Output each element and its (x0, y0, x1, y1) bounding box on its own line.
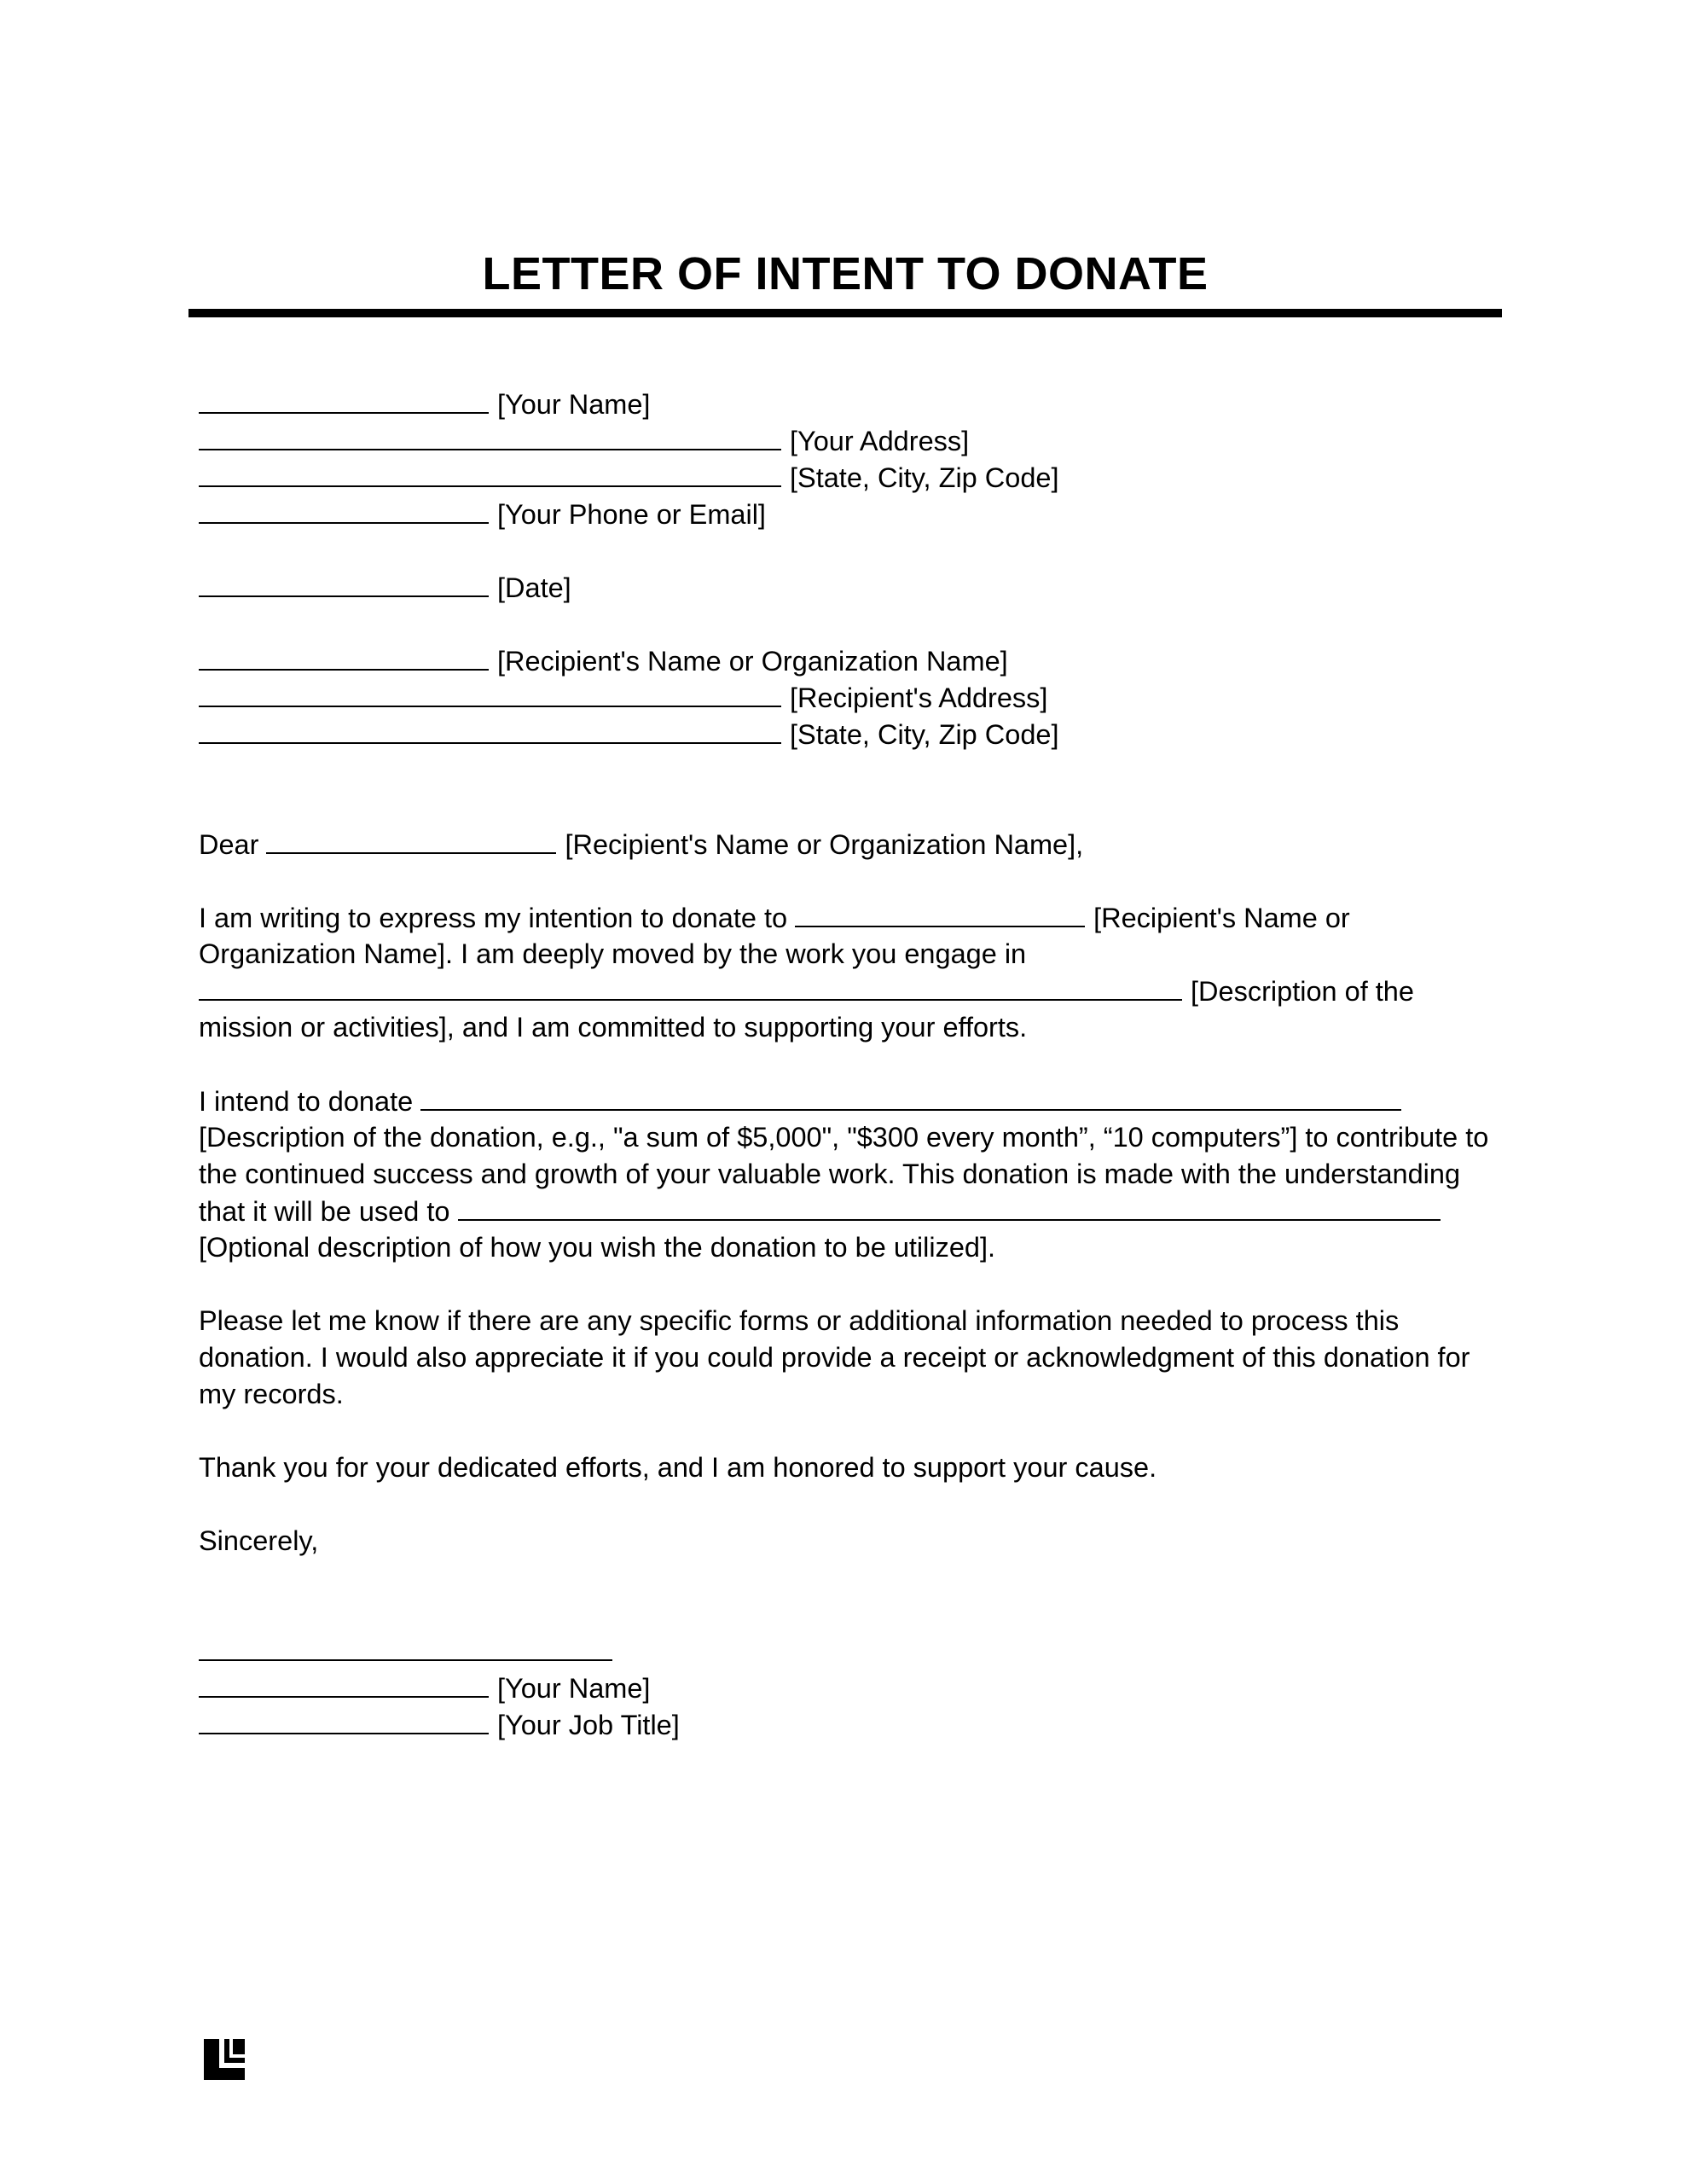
date-line (199, 569, 1495, 606)
para1-text: I am writing to express my intention to donate to (199, 903, 788, 933)
para3-text: Please let me know if there are any specific forms or additional information needed to process this (199, 1305, 1400, 1336)
para2-text: [Description of the donation, e.g., "a sum of $5,000", "$300 every month”, “10 computers”] to contribute to (199, 1122, 1489, 1153)
recipient-address-label: [Recipient's Address] (790, 682, 1048, 713)
para2-line4 (199, 1193, 1495, 1229)
mission-description-blank[interactable] (199, 973, 1182, 1001)
signature-line (199, 1633, 1495, 1670)
recipient-state-label: [State, City, Zip Code] (790, 719, 1059, 750)
date-label: [Date] (497, 572, 571, 603)
letter-body (199, 386, 1495, 1743)
sender-name-label: [Your Name] (497, 389, 651, 420)
signature-name-line (199, 1670, 1495, 1706)
para1-text: mission or activities], and I am committed to supporting your efforts. (199, 1012, 1028, 1043)
recipient-name-line (199, 642, 1495, 679)
salutation-suffix: [Recipient's Name or Organization Name], (565, 829, 1084, 860)
para2-line3 (199, 1156, 1495, 1193)
sender-name-blank[interactable] (199, 386, 489, 414)
recipient-state-line (199, 716, 1495, 752)
para4-text: Thank you for your dedicated efforts, and I am honored to support your cause. (199, 1452, 1157, 1483)
para1-recipient-blank[interactable] (795, 899, 1085, 927)
para1-line2 (199, 936, 1495, 973)
para3-line3 (199, 1376, 1495, 1413)
sender-state-blank[interactable] (199, 459, 781, 487)
donation-description-blank[interactable] (420, 1083, 1401, 1111)
para1-text: [Description of the (1191, 976, 1414, 1007)
salutation-prefix: Dear (199, 829, 259, 860)
signature-blank[interactable] (199, 1633, 612, 1661)
recipient-name-label: [Recipient's Name or Organization Name] (497, 646, 1008, 677)
para1-line3 (199, 973, 1495, 1009)
sender-name-line (199, 386, 1495, 422)
signature-title-line (199, 1706, 1495, 1743)
donation-usage-blank[interactable] (458, 1193, 1441, 1221)
signature-name-label: [Your Name] (497, 1673, 651, 1704)
para1-line1 (199, 899, 1495, 936)
salutation-line (199, 826, 1495, 863)
date-blank[interactable] (199, 569, 489, 597)
para1-text: [Recipient's Name or (1093, 903, 1350, 933)
para2-line5 (199, 1229, 1495, 1266)
signature-title-label: [Your Job Title] (497, 1710, 680, 1740)
para2-text: I intend to donate (199, 1086, 414, 1117)
closing-text: Sincerely, (199, 1525, 319, 1556)
signature-name-blank[interactable] (199, 1670, 489, 1698)
para3-text: my records. (199, 1379, 344, 1409)
recipient-address-line (199, 679, 1495, 716)
para2-text: that it will be used to (199, 1196, 450, 1227)
document-title: LETTER OF INTENT TO DONATE (482, 248, 1209, 299)
sender-address-blank[interactable] (199, 422, 781, 450)
para1-text: Organization Name]. I am deeply moved by the work you engage in (199, 938, 1027, 969)
para3-text: donation. I would also appreciate it if you could provide a receipt or acknowledgment of this donation for (199, 1342, 1470, 1373)
para1-line4 (199, 1009, 1495, 1046)
para4-line (199, 1449, 1495, 1486)
closing-line (199, 1523, 1495, 1560)
lawdistrict-logo-icon (204, 2039, 245, 2080)
sender-contact-label: [Your Phone or Email] (497, 499, 766, 530)
recipient-address-blank[interactable] (199, 679, 781, 707)
title-divider (188, 309, 1502, 317)
signature-title-blank[interactable] (199, 1706, 489, 1734)
para3-line2 (199, 1339, 1495, 1376)
salutation-blank[interactable] (266, 826, 556, 854)
sender-address-line (199, 422, 1495, 459)
sender-state-label: [State, City, Zip Code] (790, 462, 1059, 493)
recipient-name-blank[interactable] (199, 642, 489, 671)
para2-line2 (199, 1119, 1495, 1156)
para2-line1 (199, 1083, 1495, 1119)
para2-text: the continued success and growth of your valuable work. This donation is made with the understanding (199, 1159, 1461, 1189)
sender-address-label: [Your Address] (790, 426, 970, 456)
sender-state-line (199, 459, 1495, 496)
para2-text: [Optional description of how you wish the donation to be utilized]. (199, 1232, 996, 1263)
recipient-state-blank[interactable] (199, 716, 781, 744)
para3-line1 (199, 1303, 1495, 1339)
sender-contact-line (199, 496, 1495, 532)
sender-contact-blank[interactable] (199, 496, 489, 524)
